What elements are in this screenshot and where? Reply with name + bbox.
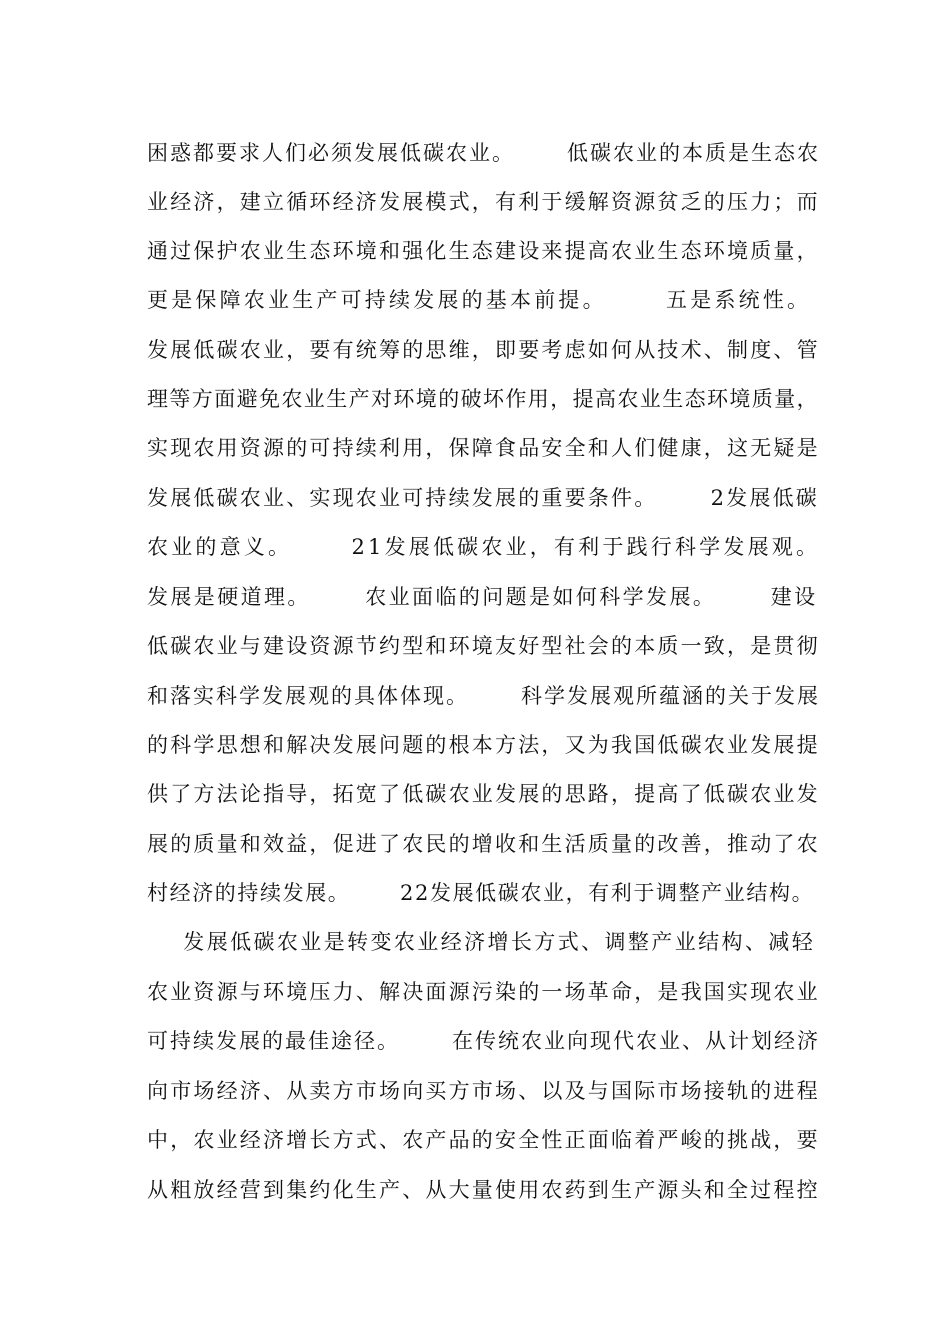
text-line: 发展低碳农业是转变农业经济增长方式、调整产业结构、减轻	[147, 930, 816, 954]
text-line: 村经济的持续发展。 22发展低碳农业，有利于调整产业结构。	[147, 881, 815, 905]
text-line: 通过保护农业生态环境和强化生态建设来提高农业生态环境质量，	[147, 239, 820, 263]
text-line: 农业的意义。 21发展低碳农业，有利于践行科学发展观。	[147, 535, 821, 559]
text-line: 发展低碳农业、实现农业可持续发展的重要条件。 2发展低碳	[147, 486, 820, 510]
text-line: 中，农业经济增长方式、农产品的安全性正面临着严峻的挑战，要	[147, 1128, 820, 1152]
text-line: 从粗放经营到集约化生产、从大量使用农药到生产源头和全过程控	[147, 1178, 820, 1202]
text-line: 困惑都要求人们必须发展低碳农业。 低碳农业的本质是生态农	[147, 141, 821, 165]
text-line: 展的质量和效益，促进了农民的增收和生活质量的改善，推动了农	[147, 832, 820, 856]
text-line: 的科学思想和解决发展问题的根本方法，又为我国低碳农业发展提	[147, 733, 820, 757]
text-line: 理等方面避免农业生产对环境的破坏作用，提高农业生态环境质量，	[147, 387, 819, 411]
text-line: 和落实科学发展观的具体体现。 科学发展观所蕴涵的关于发展	[147, 684, 821, 708]
text-line: 可持续发展的最佳途径。 在传统农业向现代农业、从计划经济	[147, 1029, 821, 1053]
text-line: 实现农用资源的可持续利用，保障食品安全和人们健康，这无疑是	[147, 436, 820, 460]
text-line: 向市场经济、从卖方市场向买方市场、以及与国际市场接轨的进程	[147, 1079, 820, 1103]
text-line: 业经济，建立循环经济发展模式，有利于缓解资源贫乏的压力；而	[147, 190, 820, 214]
text-line: 低碳农业与建设资源节约型和环境友好型社会的本质一致，是贯彻	[147, 634, 820, 658]
text-line: 发展低碳农业，要有统筹的思维，即要考虑如何从技术、制度、管	[147, 338, 820, 362]
text-line: 农业资源与环境压力、解决面源污染的一场革命，是我国实现农业	[147, 980, 820, 1004]
text-line: 供了方法论指导，拓宽了低碳农业发展的思路，提高了低碳农业发	[147, 782, 820, 806]
text-line: 更是保障农业生产可持续发展的基本前提。 五是系统性。	[147, 288, 812, 312]
text-line: 发展是硬道理。 农业面临的问题是如何科学发展。 建设	[147, 585, 818, 609]
